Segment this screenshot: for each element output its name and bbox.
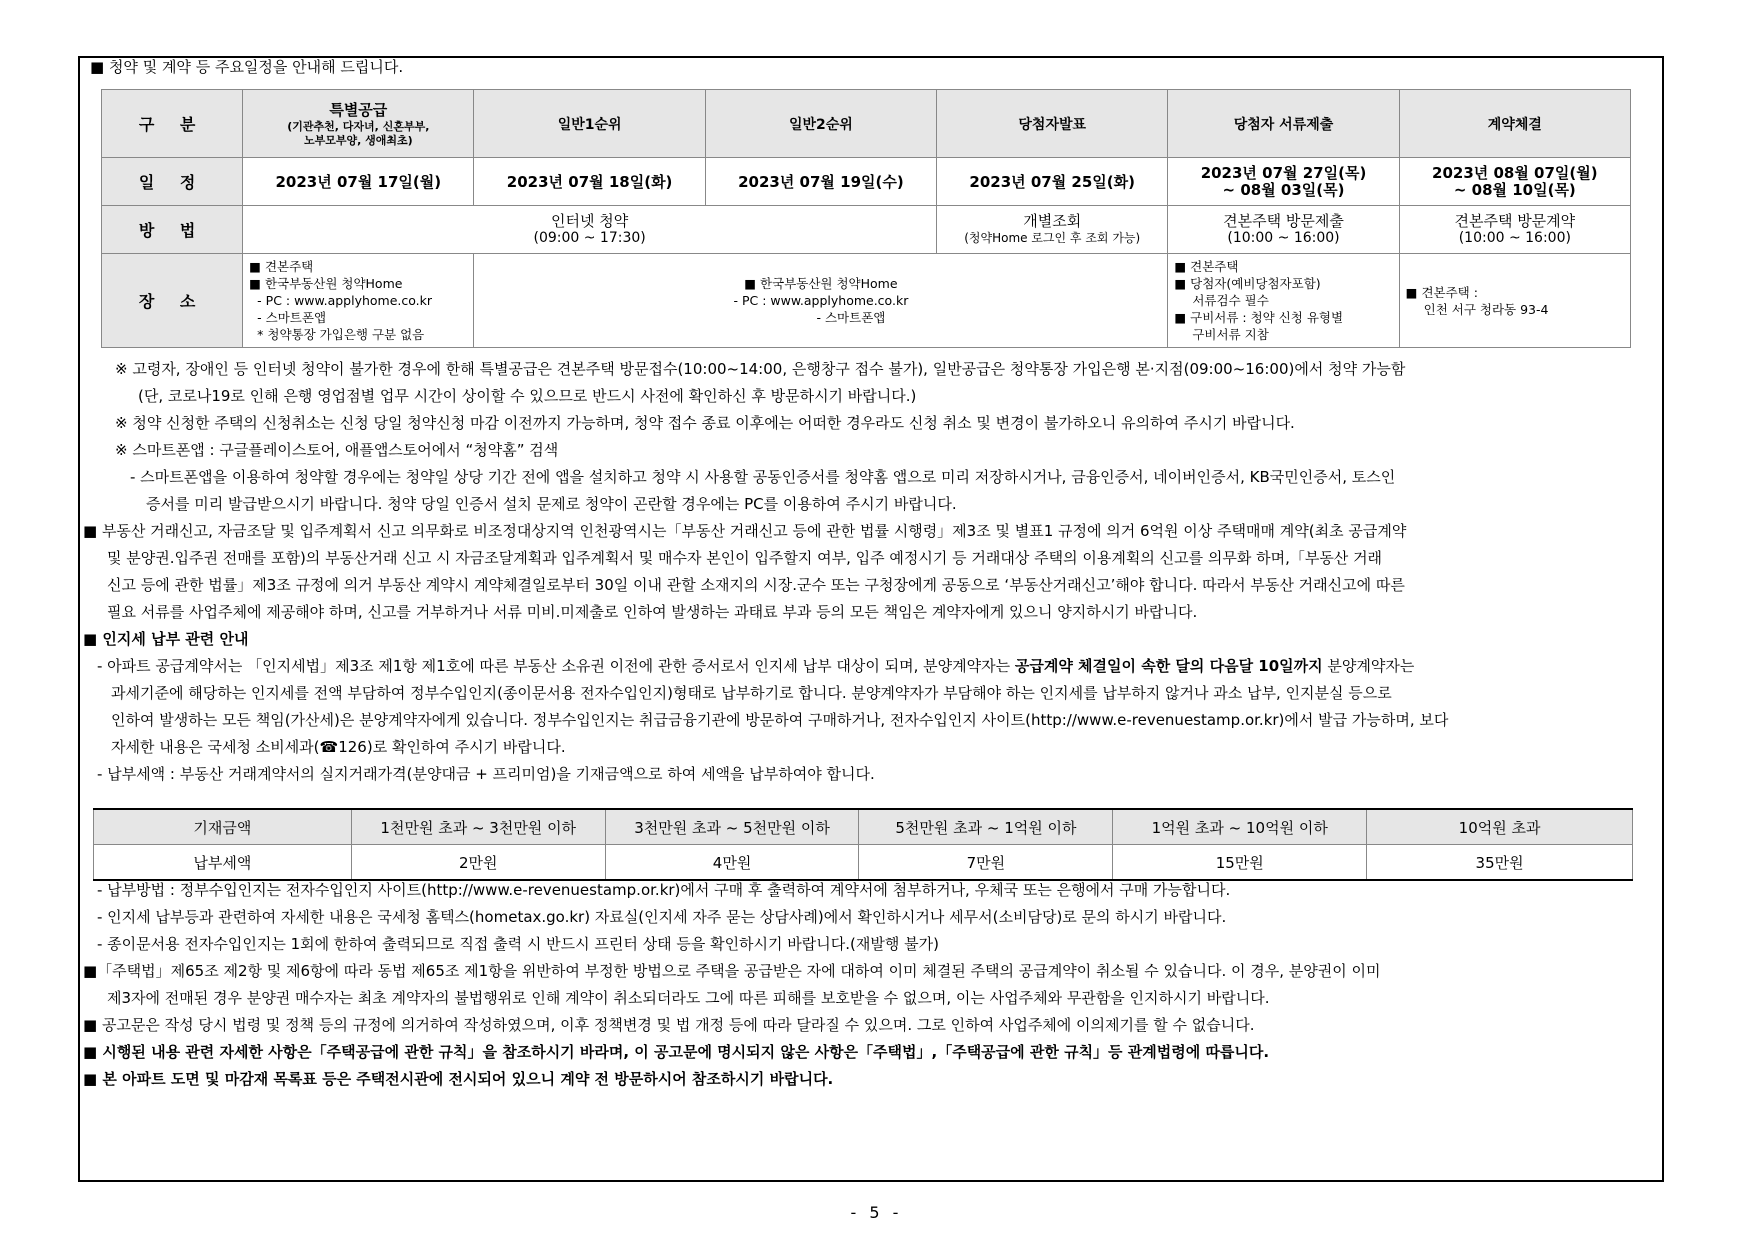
- header-special: [243, 90, 474, 158]
- stamp-para-line5: - 납부세액 : 부동산 거래계약서의 실지거래가격(분양대금 + 프리미엄)을 기재금액으로 하여 세액을 납부하여야 합니다.: [97, 765, 875, 783]
- header-special-sub1: (기관추천, 다자녀, 신혼부부,: [287, 120, 430, 133]
- place-docs: [1168, 254, 1399, 348]
- header-docs: 당첨자 서류제출: [1168, 90, 1399, 158]
- method-docs: [1168, 206, 1399, 254]
- place-special-line: - PC : www.applyhome.co.kr: [257, 293, 433, 308]
- place-contract: [1399, 254, 1630, 348]
- date-docs-end: ~ 08월 03일(목): [1222, 180, 1345, 199]
- method-docs-title: 견본주택 방문제출: [1223, 211, 1344, 230]
- stamp-tax-value: 4만원: [605, 845, 859, 881]
- row-label-place: 장 소: [102, 254, 243, 348]
- final-note: ■ 공고문은 작성 당시 법령 및 정책 등의 규정에 의거하여 작성하였으며, 이후 정책변경 및 법 개정 등에 따라 달라질 수 있으며. 그로 인하여 사업주체에 이의제기를 할 수 없습니다.: [83, 1016, 1255, 1034]
- stamp-title: ■ 인지세 납부 관련 안내: [83, 630, 249, 648]
- intro-line: ■ 청약 및 계약 등 주요일정을 안내해 드립니다.: [90, 58, 404, 76]
- realestate-line: 신고 등에 관한 법률」제3조 규정에 의거 부동산 계약시 계약체결일로부터 30일 이내 관할 소재지의 시장.군수 또는 구청장에게 공동으로 ‘부동산거래신고’해야 합니다. 따라서 부동산 거래신고에 따른: [107, 576, 1405, 594]
- realestate-line: 및 분양권.입주권 전매를 포함)의 부동산거래 신고 시 자금조달계획과 입주계획서 및 매수자 본인이 입주할지 여부, 입주 예정시기 등 거래대상 주택의 이용계획의 신고를 의무화 하며,「부동산 거래: [107, 549, 1383, 567]
- stamp-header-range: 3천만원 초과 ~ 5천만원 이하: [605, 809, 859, 845]
- stamp-para-line2: 과세기준에 해당하는 인지세를 전액 부담하여 정부수입인지(종이문서용 전자수입인지)형태로 납부하기로 합니다. 분양계약자가 부담해야 하는 인지세를 납부하지 않거나 과소 납부, 인지분실 등으로: [111, 684, 1392, 702]
- method-contract-hours: (10:00 ~ 16:00): [1458, 229, 1571, 246]
- stamp-para-l1c: 분양계약자는: [1322, 657, 1415, 675]
- final-note: ■ 시행된 내용 관련 자세한 사항은「주택공급에 관한 규칙」을 참조하시기 바라며, 이 공고문에 명시되지 않은 사항은「주택법」,「주택공급에 관한 규칙」등 관계법령에 따릅니다.: [83, 1043, 1270, 1061]
- date-contract-start: 2023년 08월 07일(월): [1432, 163, 1598, 182]
- page-number: - 5 -: [850, 1203, 903, 1222]
- row-label-method: 방 법: [102, 206, 243, 254]
- method-winner-title: 개별조회: [1023, 211, 1082, 230]
- housing-law-line: 제3자에 전매된 경우 분양권 매수자는 최초 계약자의 불법행위로 인해 계약이 취소되더라도 그에 따른 피해를 보호받을 수 없으며, 이는 사업주체와 무관함을 인지하시기 바랍니다.: [107, 989, 1270, 1007]
- note-line: ※ 고령자, 장애인 등 인터넷 청약이 불가한 경우에 한해 특별공급은 견본주택 방문접수(10:00~14:00, 은행창구 접수 불가), 일반공급은 청약통장 가입은행 본·지점(09:00~16:00)에서 청약 가능함: [115, 360, 1406, 378]
- row-label-date: 일 정: [102, 158, 243, 206]
- method-internet: [243, 206, 937, 254]
- method-contract: [1399, 206, 1630, 254]
- realestate-line: 필요 서류를 사업주체에 제공해야 하며, 신고를 거부하거나 서류 미비.미제출로 인하여 발생하는 과태료 부과 등의 모든 책임은 계약자에게 있으니 양지하시기 바랍니다.: [107, 603, 1198, 621]
- header-general2: 일반2순위: [705, 90, 936, 158]
- note-line: - 스마트폰앱을 이용하여 청약할 경우에는 청약일 상당 기간 전에 앱을 설치하고 청약 시 사용할 공동인증서를 청약홈 앱으로 미리 저장하시거나, 금융인증서, 네이버인증서, KB국민인증서, 토스인: [130, 468, 1396, 486]
- place-contract-line: ■ 견본주택 :: [1405, 284, 1478, 300]
- method-internet-title: 인터넷 청약: [551, 211, 629, 230]
- place-general-line: - PC : www.applyhome.co.kr: [733, 293, 909, 308]
- date-general2: 2023년 07월 19일(수): [705, 158, 936, 206]
- stamp-tax-value: 2만원: [351, 845, 605, 881]
- stamp-tax-value: 15만원: [1113, 845, 1367, 881]
- stamp-para-line4: 자세한 내용은 국세청 소비세과(☎126)로 확인하여 주시기 바랍니다.: [111, 738, 566, 756]
- header-general1: 일반1순위: [474, 90, 705, 158]
- housing-law-line: ■「주택법」제65조 제2항 및 제6항에 따라 동법 제65조 제1항을 위반하여 부정한 방법으로 주택을 공급받은 자에 대하여 이미 체결된 주택의 공급계약이 취소될 수 있습니다. 이 경우, 분양권이 이미: [83, 962, 1381, 980]
- place-general-line: - 스마트폰앱: [816, 310, 886, 325]
- place-general-line: ■ 한국부동산원 청약Home: [744, 276, 898, 291]
- stamp-para-l1a: - 아파트 공급계약서는 「인지세법」제3조 제1항 제1호에 따른 부동산 소유권 이전에 관한 증서로서 인지세 납부 대상이 되며, 분양계약자는: [97, 657, 1015, 675]
- realestate-line: ■ 부동산 거래신고, 자금조달 및 입주계획서 신고 의무화로 비조정대상지역 인천광역시는「부동산 거래신고 등에 관한 법률 시행령」제3조 및 별표1 규정에 의거 6억원 이상 주택매매 계약(최초 공급계약: [83, 522, 1407, 540]
- stamp-para-line1: [97, 656, 1414, 676]
- stamp-header-range: 1억원 초과 ~ 10억원 이하: [1113, 809, 1367, 845]
- method-winner-note: (청약Home 로그인 후 조회 가능): [964, 230, 1141, 245]
- note-line: ※ 스마트폰앱 : 구글플레이스토어, 애플앱스토어에서 “청약홈” 검색: [115, 441, 559, 459]
- header-category: 구 분: [102, 90, 243, 158]
- header-special-title: 특별공급: [329, 101, 388, 119]
- place-docs-line: ■ 구비서류 : 청약 신청 유형별: [1174, 310, 1344, 325]
- method-internet-hours: (09:00 ~ 17:30): [533, 229, 646, 246]
- date-contract: [1399, 158, 1630, 206]
- stamp-after-line: - 종이문서용 전자수입인지는 1회에 한하여 출력되므로 직접 출력 시 반드시 프린터 상태 등을 확인하시기 바랍니다.(재발행 불가): [97, 935, 939, 953]
- stamp-after-line: - 납부방법 : 정부수입인지는 전자수입인지 사이트(http://www.e-revenuestamp.or.kr)에서 구매 후 출력하여 계약서에 첨부하거나, 우체국 또는 은행에서 구매 가능합니다.: [97, 881, 1231, 899]
- note-line: 증서를 미리 발급받으시기 바랍니다. 청약 당일 인증서 설치 문제로 청약이 곤란할 경우에는 PC를 이용하여 주시기 바랍니다.: [146, 495, 957, 513]
- place-special: [243, 254, 474, 348]
- stamp-tax-value: 35만원: [1367, 845, 1633, 881]
- stamp-tax-label: 납부세액: [94, 845, 352, 881]
- stamp-header-range: 10억원 초과: [1367, 809, 1633, 845]
- header-winner: 당첨자발표: [937, 90, 1168, 158]
- date-docs: [1168, 158, 1399, 206]
- method-winner: [937, 206, 1168, 254]
- place-docs-line: 구비서류 지참: [1192, 327, 1269, 342]
- final-note: ■ 본 아파트 도면 및 마감재 목록표 등은 주택전시관에 전시되어 있으니 계약 전 방문하시어 참조하시기 바랍니다.: [83, 1070, 834, 1088]
- stamp-after-line: - 인지세 납부등과 관련하여 자세한 내용은 국세청 홈텍스(hometax.go.kr) 자료실(인지세 자주 묻는 상담사례)에서 확인하시거나 세무서(소비담당)로 문의 하시기 바랍니다.: [97, 908, 1227, 926]
- method-docs-hours: (10:00 ~ 16:00): [1227, 229, 1340, 246]
- header-contract: 계약체결: [1399, 90, 1630, 158]
- date-special: 2023년 07월 17일(월): [243, 158, 474, 206]
- date-contract-end: ~ 08월 10일(목): [1453, 180, 1576, 199]
- stamp-deadline: 공급계약 체결일이 속한 달의 다음달 10일까지: [1014, 657, 1323, 675]
- place-special-line: - 스마트폰앱: [257, 310, 327, 325]
- date-docs-start: 2023년 07월 27일(목): [1200, 163, 1367, 182]
- schedule-table: [101, 89, 1631, 348]
- stamp-tax-table: [93, 808, 1633, 881]
- place-special-line: ■ 한국부동산원 청약Home: [249, 276, 403, 291]
- place-general: [474, 254, 1168, 348]
- date-general1: 2023년 07월 18일(화): [474, 158, 705, 206]
- place-docs-line: 서류검수 필수: [1192, 293, 1269, 308]
- header-special-sub2: 노부모부양, 생애최초): [303, 134, 413, 147]
- place-special-line: * 청약통장 가입은행 구분 없음: [257, 327, 425, 342]
- place-docs-line: ■ 견본주택: [1174, 259, 1239, 274]
- stamp-header-amount: 기재금액: [94, 809, 352, 845]
- place-contract-line: 인천 서구 청라동 93-4: [1423, 301, 1549, 317]
- note-line: ※ 청약 신청한 주택의 신청취소는 신청 당일 청약신청 마감 이전까지 가능하며, 청약 접수 종료 이후에는 어떠한 경우라도 신청 취소 및 변경이 불가하오니 유의하여 주시기 바랍니다.: [115, 414, 1295, 432]
- place-docs-line: ■ 당첨자(예비당첨자포함): [1174, 276, 1321, 291]
- place-special-line: ■ 견본주택: [249, 259, 314, 274]
- stamp-tax-value: 7만원: [859, 845, 1113, 881]
- stamp-header-range: 1천만원 초과 ~ 3천만원 이하: [351, 809, 605, 845]
- stamp-para-line3: 인하여 발생하는 모든 책임(가산세)은 분양계약자에게 있습니다. 정부수입인지는 취급금융기관에 방문하여 구매하거나, 전자수입인지 사이트(http://www.e-revenuestamp.or.kr)에서 발급 가능하며, 보다: [111, 711, 1449, 729]
- stamp-header-range: 5천만원 초과 ~ 1억원 이하: [859, 809, 1113, 845]
- note-line: (단, 코로나19로 인해 은행 영업점별 업무 시간이 상이할 수 있으므로 반드시 사전에 확인하신 후 방문하시기 바랍니다.): [138, 387, 917, 405]
- date-winner: 2023년 07월 25일(화): [937, 158, 1168, 206]
- method-contract-title: 견본주택 방문계약: [1454, 211, 1576, 230]
